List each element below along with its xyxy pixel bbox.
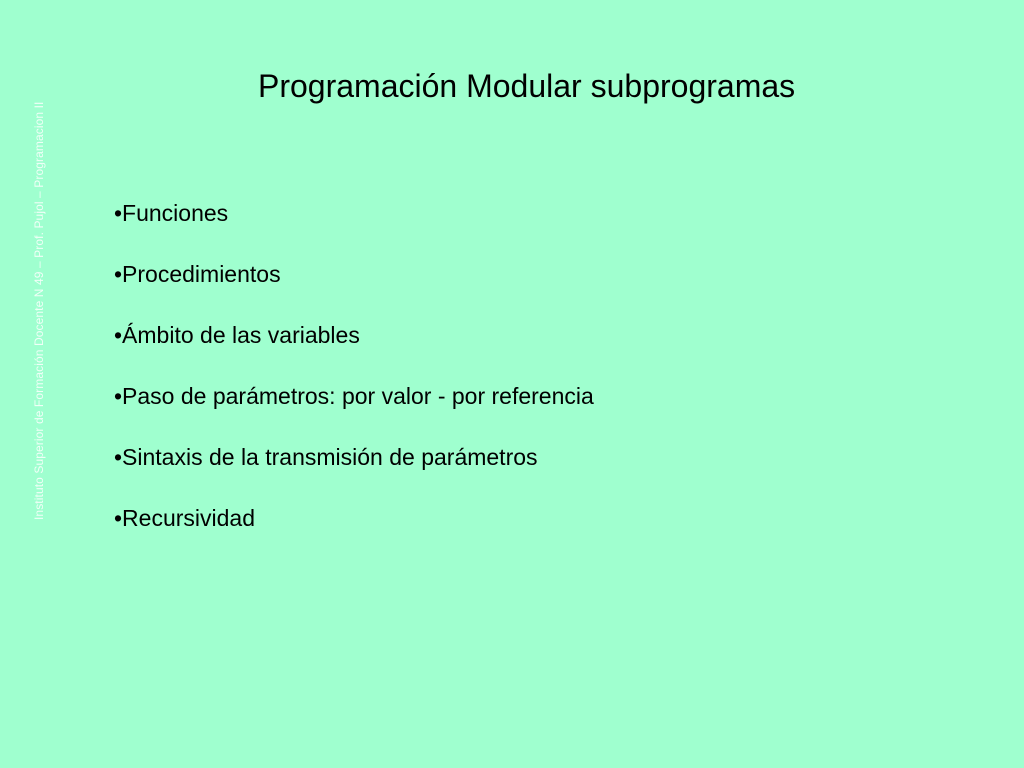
bullet-item-recursividad: •Recursividad bbox=[114, 505, 255, 531]
bullet-item-ambito: •Ámbito de las variables bbox=[114, 322, 360, 348]
bullet-item-procedimientos: •Procedimientos bbox=[114, 261, 281, 287]
bullet-item-sintaxis: •Sintaxis de la transmisión de parámetros bbox=[114, 444, 538, 470]
bullet-item-paso-parametros: •Paso de parámetros: por valor - por referencia bbox=[114, 383, 594, 409]
bullet-item-funciones: •Funciones bbox=[114, 200, 229, 226]
slide-title: Programación Modular subprogramas bbox=[258, 68, 796, 104]
bullet-list bbox=[114, 198, 594, 564]
side-caption: Instituto Superior de Formación Docente N 49 – Prof. Pujol – Programacion II bbox=[32, 101, 46, 520]
